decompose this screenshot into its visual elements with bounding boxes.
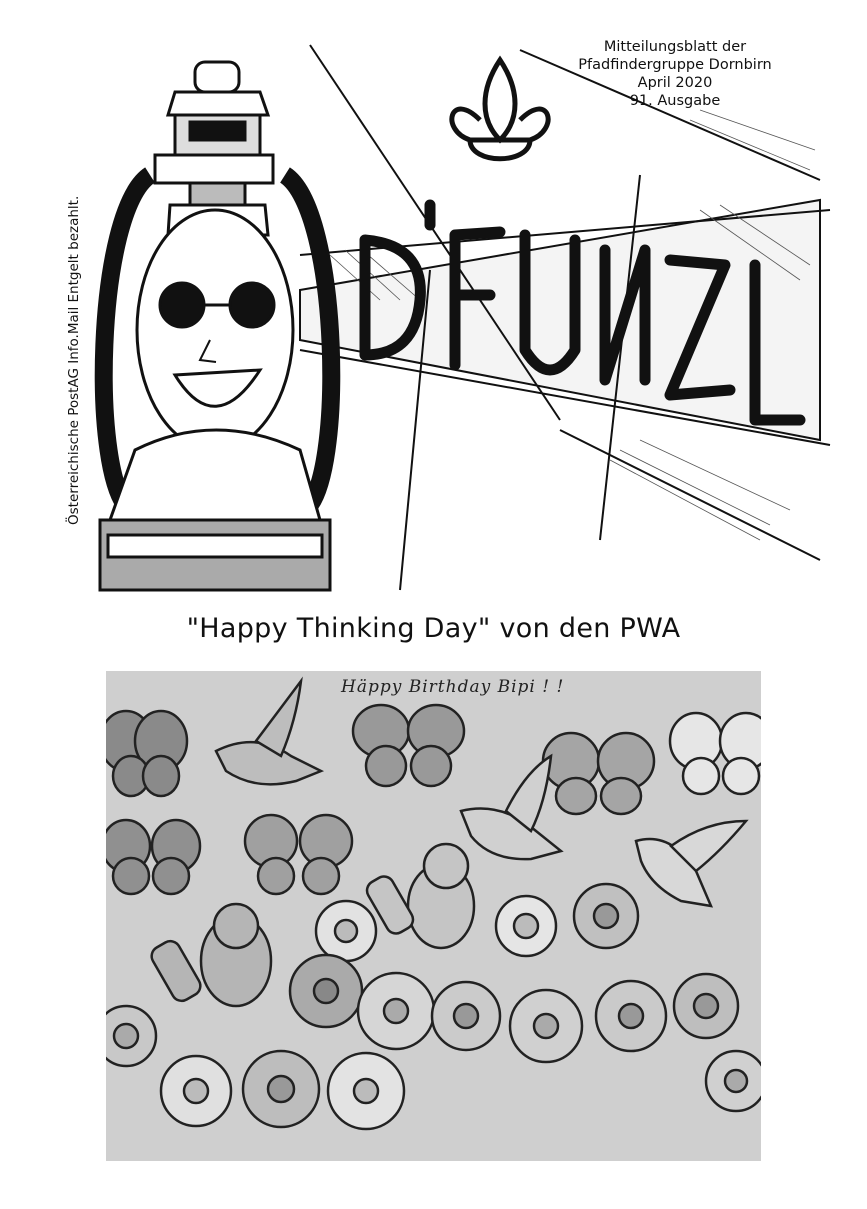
flower-icon xyxy=(106,1006,156,1066)
flower-icon xyxy=(316,901,376,961)
poster-artwork xyxy=(106,671,761,1161)
flower-icon xyxy=(161,1056,231,1126)
flower-icon xyxy=(243,1051,319,1127)
bird-icon xyxy=(148,904,271,1006)
butterfly-icon xyxy=(245,815,352,894)
masthead xyxy=(560,38,790,110)
bird-icon xyxy=(363,844,474,948)
lantern-illustration xyxy=(100,62,331,590)
butterfly-icon xyxy=(106,711,187,796)
flower-icon xyxy=(574,884,638,948)
flower-icon xyxy=(706,1051,761,1111)
butterfly-icon xyxy=(543,733,654,814)
butterfly-icon xyxy=(670,713,761,794)
masthead-line-3: April 2020 xyxy=(637,75,713,91)
dove-icon xyxy=(461,756,561,859)
masthead-line-2: Pfadfindergruppe Dornbirn xyxy=(578,57,772,73)
dove-icon xyxy=(636,821,746,906)
flower-icon xyxy=(596,981,666,1051)
scout-lily-icon xyxy=(452,60,548,159)
photo-caption: Häppy Birthday Bipi ! ! xyxy=(341,677,565,697)
flower-icon xyxy=(358,973,434,1049)
butterfly-icon xyxy=(353,705,464,786)
flower-icon xyxy=(496,896,556,956)
flower-icon xyxy=(510,990,582,1062)
flower-icon xyxy=(674,974,738,1038)
flower-icon xyxy=(290,955,362,1027)
masthead-line-1: Mitteilungsblatt der xyxy=(603,39,747,55)
masthead-line-4: 91. Ausgabe xyxy=(629,93,721,109)
butterfly-icon xyxy=(106,820,200,894)
postal-note: Österreichische PostAG Info.Mail Entgelt bezahlt. xyxy=(66,195,82,525)
headline: "Happy Thinking Day" von den PWA xyxy=(186,613,681,644)
dove-icon xyxy=(216,681,321,784)
flower-icon xyxy=(432,982,500,1050)
flower-icon xyxy=(328,1053,404,1129)
photo-birthday-poster xyxy=(106,671,761,1161)
